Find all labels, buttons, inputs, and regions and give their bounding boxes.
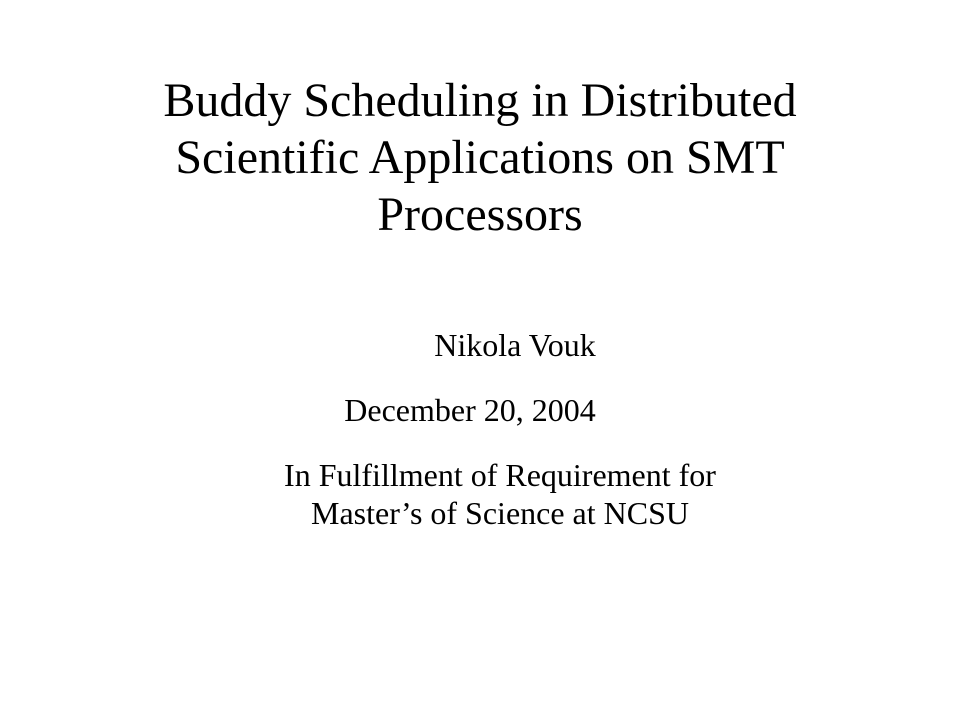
slide-title — [60, 72, 900, 243]
title-line-1: Buddy Scheduling in Distributed — [163, 74, 797, 127]
slide-subtitle — [190, 326, 810, 532]
fulfillment-statement — [190, 456, 810, 532]
title-line-2: Scientific Applications on SMT — [175, 131, 785, 184]
author-name: Nikola Vouk — [434, 327, 596, 363]
title-line-3: Processors — [377, 188, 583, 241]
presentation-date: December 20, 2004 — [344, 392, 596, 428]
fulfillment-line-1: In Fulfillment of Requirement for — [284, 457, 716, 493]
fulfillment-line-2: Master’s of Science at NCSU — [311, 495, 689, 531]
